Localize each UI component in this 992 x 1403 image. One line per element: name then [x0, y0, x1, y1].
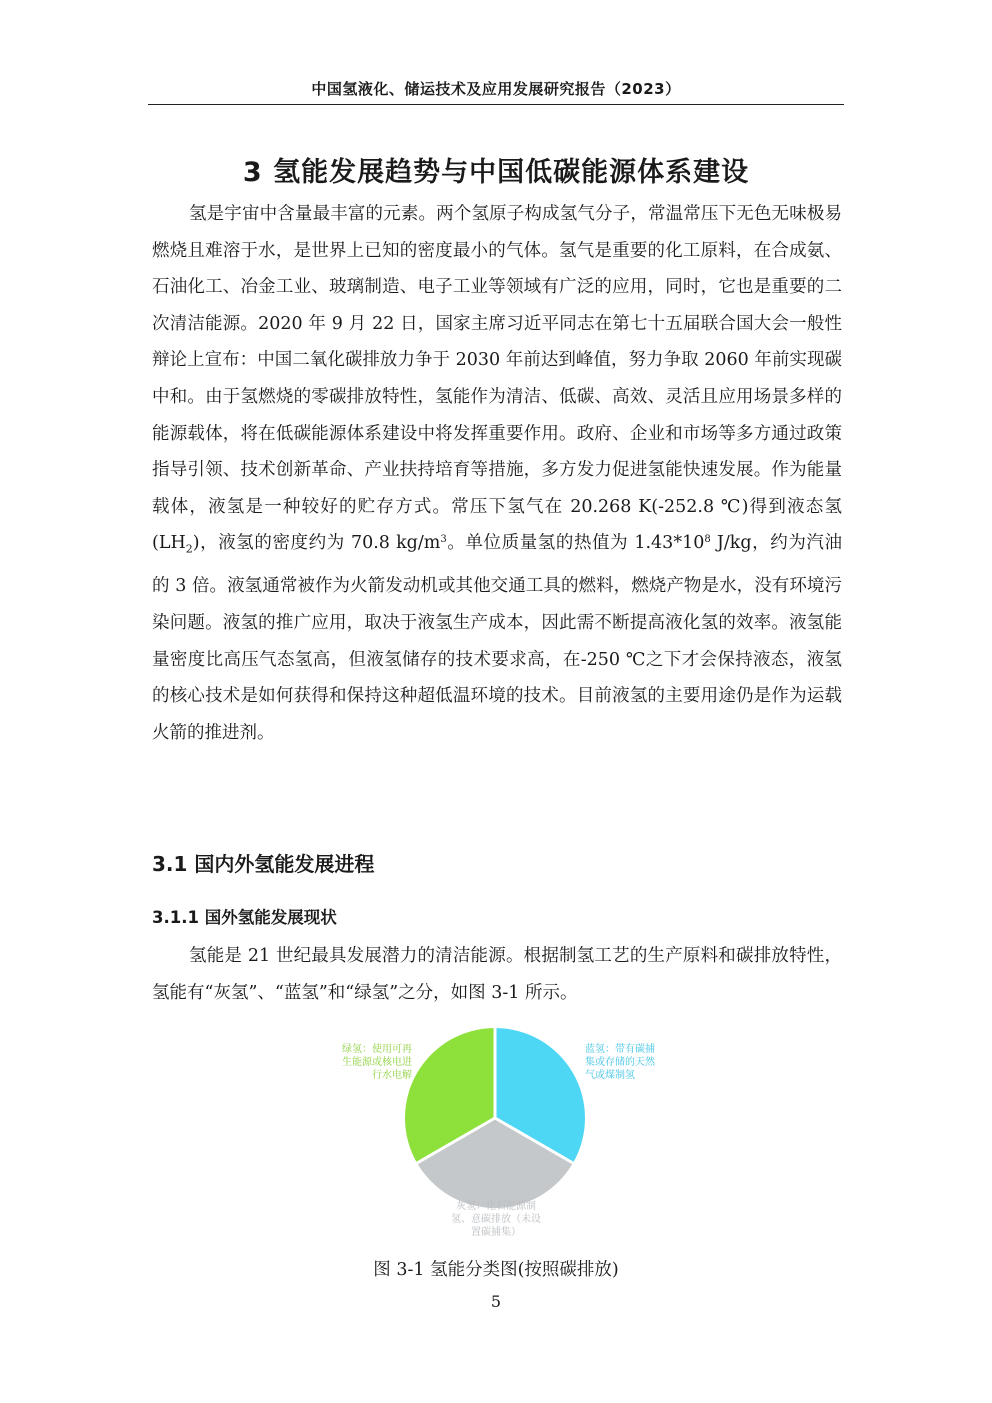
paragraph-text: )，液氢的密度约为 70.8 kg/m: [192, 533, 441, 554]
blue-hydrogen-label: 蓝氢：带有碳捕集或存储的天然气或煤制氢: [585, 1044, 655, 1081]
paragraph-text: 。单位质量氢的热值为 1.43*10: [446, 533, 705, 554]
superscript: 8: [704, 534, 711, 546]
chapter-title: 3 氢能发展趋势与中国低碳能源体系建设: [242, 157, 750, 188]
header-divider: [148, 104, 844, 105]
running-header: 中国氢液化、储运技术及应用发展研究报告（2023）: [311, 80, 681, 98]
body-paragraph: [152, 196, 842, 751]
paragraph-text: 氢是宇宙中含量最丰富的元素。两个氢原子构成氢气分子，常温常压下无色无味极易燃烧且难溶于水，是世界上已知的密度最小的气体。氢气是重要的化工原料，在合成氨、石油化工、冶金工业、玻璃制造、电子工业等领域有广泛的应用，同时，它也是重要的二次清洁能源。2020 年 9 月 22 日，国家主席习近平同志在第七十五届联合国大会一般性辩论上宣布：中国二氧化碳排放力争于 2030 年前达到峰值，努力争取 2060 年前实现碳中和。由于氢燃烧的零碳排放特性，氢能作为清洁、低碳、高效、灵活且应用场景多样的能源载体，将在低碳能源体系建设中将发挥重要作用。政府、企业和市场等多方通过政策指导引领、技术创新革命、产业扶持培育等措施，多方发力促进氢能快速发展。作为能量载体，液氢是一种较好的贮存方式。常压下氢气在 20.268 K(-252.8 ℃)得到液态氢(LH: [152, 204, 842, 554]
subscript: 2: [185, 542, 193, 556]
body-paragraph: [152, 938, 842, 1011]
paragraph-text: J/kg，约为汽油的 3 倍。液氢通常被作为火箭发动机或其他交通工具的燃料，燃烧产物是水，没有环境污染问题。液氢的推广应用，取决于液氢生产成本，因此需不断提高液化氢的效率。液氢能量密度比高压气态氢高，但液氢储存的技术要求高，在-250 ℃之下才会保持液态，液氢的核心技术是如何获得和保持这种超低温环境的技术。目前液氢的主要用途仍是作为运载火箭的推进剂。: [152, 533, 843, 743]
figure-caption: 图 3-1 氢能分类图(按照碳排放): [373, 1260, 619, 1280]
grey-hydrogen-label: 灰氢：化石能源制氢、意碳排放（未设置碳捕集）: [451, 1201, 541, 1238]
section-heading: 3.1 国内外氢能发展进程: [152, 852, 375, 876]
superscript: 3: [440, 534, 447, 546]
green-hydrogen-label: 绿氢：使用可再生能源或核电进行水电解: [342, 1044, 412, 1081]
page-number: 5: [490, 1292, 502, 1311]
hydrogen-classification-pie: [380, 1020, 610, 1220]
paragraph-text: 氢能是 21 世纪最具发展潜力的清洁能源。根据制氢工艺的生产原料和碳排放特性，氢能有“灰氢”、“蓝氢”和“绿氢”之分，如图 3-1 所示。: [152, 946, 842, 1003]
subsection-heading: 3.1.1 国外氢能发展现状: [152, 908, 337, 927]
